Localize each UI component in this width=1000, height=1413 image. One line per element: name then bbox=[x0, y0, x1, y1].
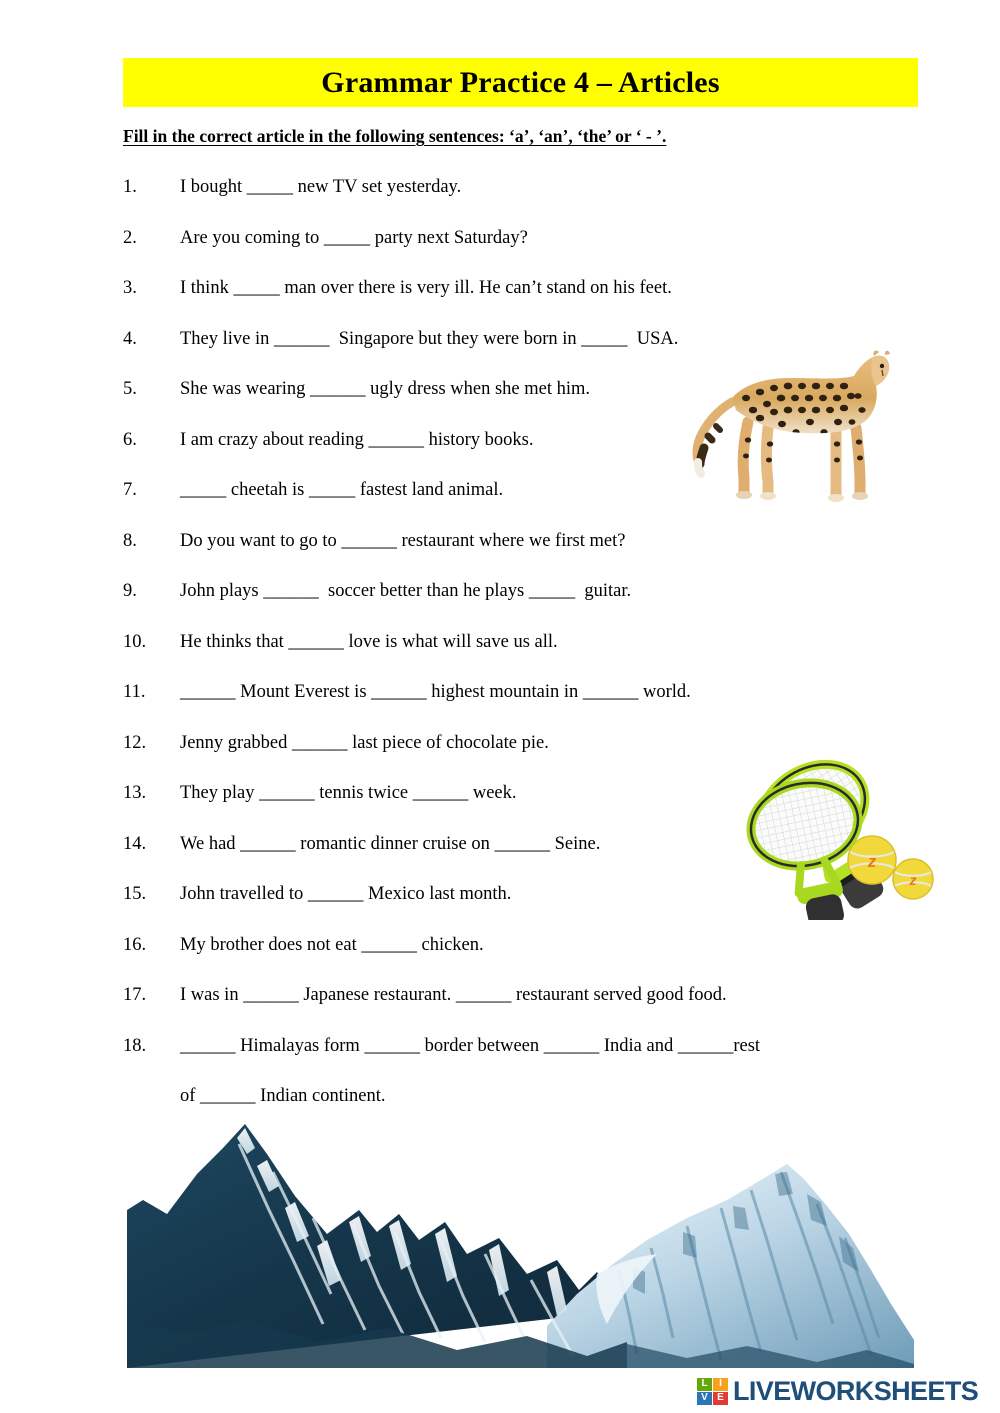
question-text: They live in ______ Singapore but they were born in _____ USA. bbox=[180, 328, 679, 349]
question-number: 5. bbox=[123, 379, 137, 399]
cheetah-image bbox=[686, 336, 918, 504]
question-number: 3. bbox=[123, 278, 137, 298]
question-text: John travelled to ______ Mexico last month. bbox=[180, 884, 512, 904]
page-title: Grammar Practice 4 – Articles bbox=[321, 65, 720, 99]
question-item bbox=[123, 277, 923, 328]
question-text: John plays ______ soccer better than he plays _____ guitar. bbox=[180, 581, 632, 601]
question-number: 6. bbox=[123, 429, 137, 450]
question-item bbox=[123, 631, 923, 682]
question-number: 14. bbox=[123, 833, 147, 854]
badge-letter-v: V bbox=[697, 1392, 712, 1405]
question-text: I was in ______ Japanese restaurant. ______ restaurant served good food. bbox=[180, 985, 727, 1005]
question-text: Do you want to go to ______ restaurant where we first met? bbox=[180, 530, 626, 551]
question-number: 9. bbox=[123, 581, 137, 601]
question-text: He thinks that ______ love is what will save us all. bbox=[180, 631, 558, 652]
question-text: Jenny grabbed ______ last piece of chocolate pie. bbox=[180, 732, 549, 753]
question-item bbox=[123, 934, 923, 985]
question-text: My brother does not eat ______ chicken. bbox=[180, 934, 484, 955]
question-number: 15. bbox=[123, 884, 147, 904]
question-number: 7. bbox=[123, 480, 137, 500]
question-item bbox=[123, 984, 923, 1035]
logo-wordmark: LIVEWORKSHEETS bbox=[733, 1375, 979, 1406]
question-continuation-text: of ______ Indian continent. bbox=[180, 1086, 386, 1106]
question-text: _____ cheetah is _____ fastest land animal. bbox=[180, 480, 504, 500]
question-item bbox=[123, 681, 923, 732]
question-number: 4. bbox=[123, 328, 137, 349]
question-number: 18. bbox=[123, 1035, 147, 1056]
question-number: 2. bbox=[123, 227, 137, 248]
question-number: 13. bbox=[123, 783, 147, 803]
title-banner bbox=[123, 58, 918, 107]
liveworksheets-logo[interactable] bbox=[697, 1374, 978, 1408]
question-text: ______ Mount Everest is ______ highest mountain in ______ world. bbox=[180, 682, 691, 702]
tennis-rackets-image bbox=[722, 748, 937, 920]
badge-letter-l: L bbox=[697, 1378, 712, 1391]
question-text: ______ Himalayas form ______ border between ______ India and ______rest bbox=[180, 1035, 761, 1056]
instruction-text: Fill in the correct article in the following sentences: ‘a’, ‘an’, ‘the’ or ‘ - ’. bbox=[123, 126, 667, 146]
question-item bbox=[123, 580, 923, 631]
question-text: She was wearing ______ ugly dress when she met him. bbox=[180, 379, 591, 399]
badge-letter-i: I bbox=[713, 1378, 728, 1391]
question-text: I am crazy about reading ______ history books. bbox=[180, 429, 534, 450]
question-number: 12. bbox=[123, 732, 147, 753]
question-text: I think _____ man over there is very ill. He can’t stand on his feet. bbox=[180, 278, 672, 298]
badge-letter-e: E bbox=[713, 1392, 728, 1405]
question-item bbox=[123, 227, 923, 278]
question-text: I bought _____ new TV set yesterday. bbox=[180, 177, 462, 197]
question-number: 17. bbox=[123, 985, 147, 1005]
svg-text:z: z bbox=[909, 872, 917, 888]
question-number: 8. bbox=[123, 530, 137, 551]
question-text: Are you coming to _____ party next Saturday? bbox=[180, 227, 528, 248]
question-item bbox=[123, 176, 923, 227]
question-number: 1. bbox=[123, 177, 137, 197]
question-number: 10. bbox=[123, 631, 147, 652]
question-number: 11. bbox=[123, 682, 146, 702]
question-number: 16. bbox=[123, 934, 147, 955]
question-item bbox=[123, 1035, 923, 1086]
question-list bbox=[123, 176, 923, 1135]
mountain-image bbox=[127, 1114, 914, 1368]
svg-text:z: z bbox=[867, 852, 877, 871]
question-text: They play ______ tennis twice ______ week. bbox=[180, 783, 517, 803]
question-item bbox=[123, 530, 923, 581]
live-badge-icon bbox=[697, 1378, 728, 1405]
question-text: We had ______ romantic dinner cruise on ______ Seine. bbox=[180, 833, 601, 854]
